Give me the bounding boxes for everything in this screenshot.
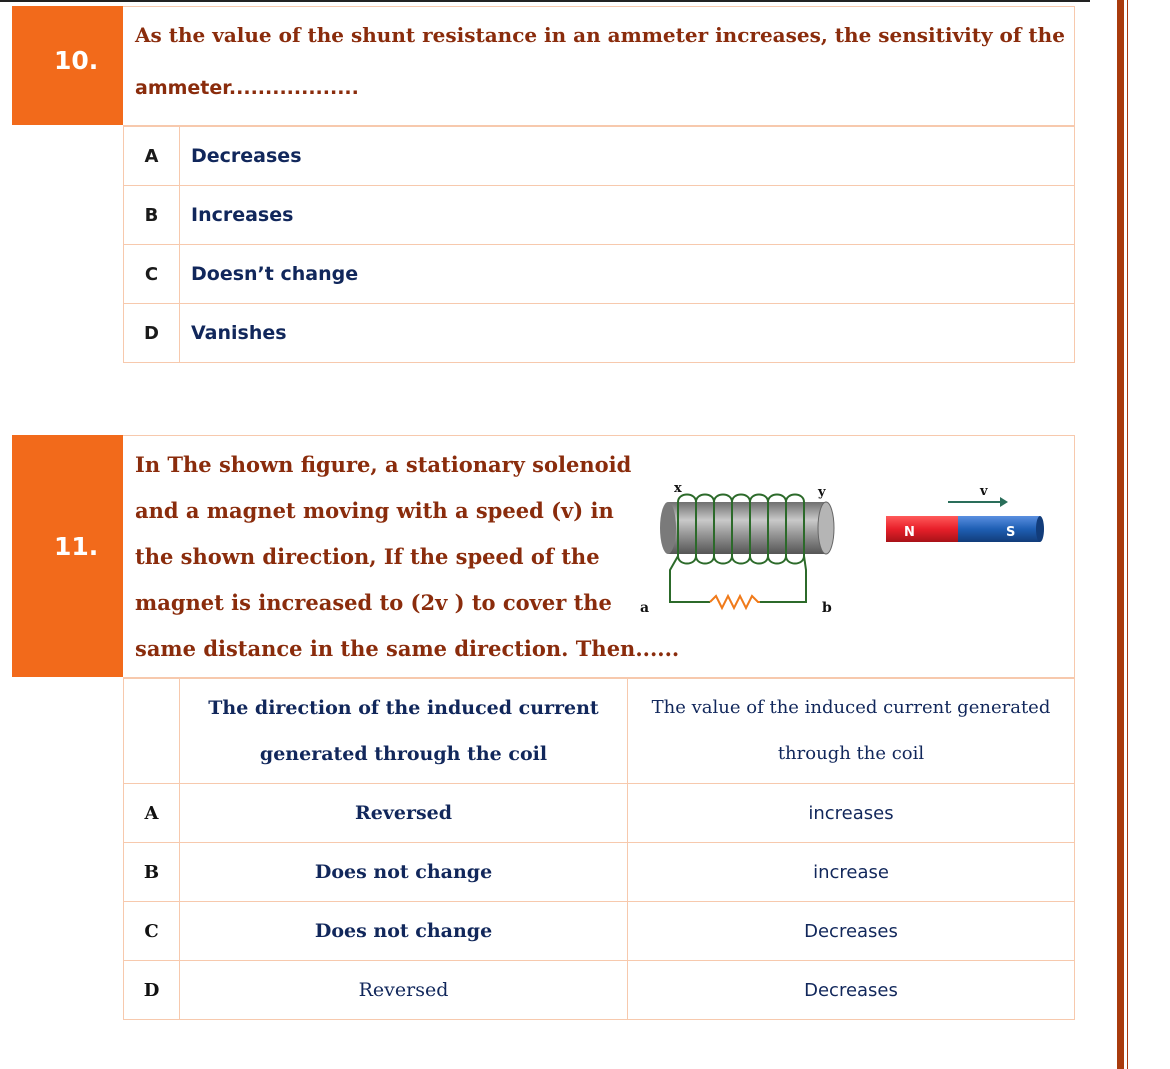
question-11-stem-line-5: same distance in the same direction. Then...... (135, 636, 680, 661)
header-value-line-1: The value of the induced current generated (651, 697, 1051, 718)
question-10-number-box (12, 6, 123, 125)
header-value-line-2: through the coil (777, 743, 925, 764)
answer-row-b[interactable] (124, 843, 1075, 902)
resistor-icon (710, 596, 760, 608)
label-x: x (674, 481, 682, 496)
page-border-right-inner (1127, 0, 1128, 1069)
label-v: v (980, 484, 988, 499)
option-letter: C (124, 245, 180, 304)
question-11-number: 11. (54, 532, 99, 561)
question-11-stem-line-1: In The shown figure, a stationary solenoid (135, 452, 632, 477)
velocity-arrow-icon (948, 497, 1008, 507)
question-11-answer-table (123, 678, 1075, 1020)
option-row-b[interactable] (124, 186, 1075, 245)
header-value (628, 679, 1075, 784)
option-text: Vanishes (180, 304, 1075, 363)
option-row-d[interactable] (124, 304, 1075, 363)
answer-row-d[interactable] (124, 961, 1075, 1020)
option-text: Doesn’t change (180, 245, 1075, 304)
option-text: Increases (180, 186, 1075, 245)
question-11-stem-line-3: the shown direction, If the speed of the (135, 544, 600, 569)
question-10-number: 10. (54, 46, 99, 75)
question-10-stem-line-1: As the value of the shunt resistance in an ammeter increases, the sensitivity of the (135, 23, 1065, 47)
top-rule (0, 0, 1090, 2)
answer-direction: Reversed (180, 961, 628, 1020)
answer-value: Decreases (628, 902, 1075, 961)
option-letter: B (124, 186, 180, 245)
answer-table-header (124, 679, 1075, 784)
solenoid-core (660, 502, 834, 554)
answer-direction: Does not change (180, 843, 628, 902)
header-direction-line-1: The direction of the induced current (208, 697, 599, 719)
label-b: b (822, 600, 832, 616)
question-11-stem-line-2: and a magnet moving with a speed (v) in (135, 498, 614, 523)
answer-row-a[interactable] (124, 784, 1075, 843)
question-11-stem-line-4: magnet is increased to (2v ) to cover the (135, 590, 612, 615)
answer-direction: Does not change (180, 902, 628, 961)
answer-letter: B (124, 843, 180, 902)
question-11-number-box (12, 435, 123, 677)
header-empty-cell (124, 679, 180, 784)
answer-value: increases (628, 784, 1075, 843)
magnet-south-label: S (1006, 525, 1016, 540)
header-direction (180, 679, 628, 784)
answer-direction: Reversed (180, 784, 628, 843)
question-10-options (123, 126, 1075, 363)
option-letter: D (124, 304, 180, 363)
solenoid-magnet-figure (630, 480, 1060, 630)
answer-letter: C (124, 902, 180, 961)
option-letter: A (124, 127, 180, 186)
question-10-stem (123, 6, 1075, 126)
option-row-a[interactable] (124, 127, 1075, 186)
answer-letter: D (124, 961, 180, 1020)
label-a: a (640, 600, 650, 616)
question-10-stem-line-2: ammeter.................. (135, 77, 359, 99)
answer-value: increase (628, 843, 1075, 902)
page-border-right (1117, 0, 1124, 1069)
header-direction-line-2: generated through the coil (259, 743, 548, 765)
magnet-north-label: N (904, 525, 915, 540)
answer-value: Decreases (628, 961, 1075, 1020)
answer-letter: A (124, 784, 180, 843)
option-row-c[interactable] (124, 245, 1075, 304)
answer-row-c[interactable] (124, 902, 1075, 961)
label-y: y (818, 485, 826, 500)
option-text: Decreases (180, 127, 1075, 186)
